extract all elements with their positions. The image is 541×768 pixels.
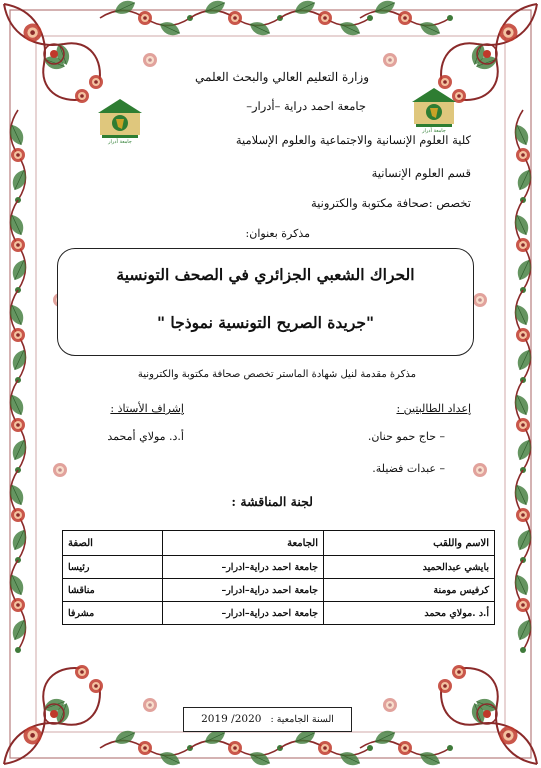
students-label: إعداد الطالبتين : [396, 402, 471, 415]
committee-table [62, 530, 495, 625]
university-name: جامعة احمد دراية –أدرار– [246, 99, 366, 113]
column-header-university: الجامعة [163, 531, 324, 556]
student-name: – عبدات فضيلة. [372, 462, 445, 475]
academic-year-value: 2020/ 2019 [201, 713, 262, 725]
academic-year-box [183, 707, 352, 732]
member-name: كرفيس مومنة [324, 579, 495, 602]
thesis-title-box [57, 248, 474, 356]
logo-caption: جامعة أدرار [108, 139, 132, 145]
table-row [63, 602, 495, 625]
faculty-name: كلية العلوم الإنسانية والاجتماعية والعلوم الإسلامية [235, 133, 471, 147]
ministry-name: وزارة التعليم العالي والبحث العلمي [195, 70, 369, 84]
column-header-name: الاسم واللقب [324, 531, 495, 556]
table-row [63, 556, 495, 579]
supervisor-label: إشراف الأستاذ : [110, 402, 184, 415]
column-header-role: الصفة [63, 531, 163, 556]
committee-heading: لجنة المناقشة : [231, 494, 313, 509]
member-name: أ.د .مولاي محمد [324, 602, 495, 625]
thesis-title-line-2: "جريدة الصريح التونسية نموذجا " [156, 313, 375, 332]
member-role: مناقشا [63, 579, 163, 602]
member-role: رئيسا [63, 556, 163, 579]
member-university: جامعة احمد دراية–ادرار– [163, 579, 324, 602]
member-role: مشرفا [63, 602, 163, 625]
academic-year-label: السنة الجامعية : [270, 714, 334, 725]
member-name: بايشي عبدالحميد [324, 556, 495, 579]
department-name: قسم العلوم الإنسانية [371, 166, 471, 180]
member-university: جامعة احمد دراية–ادرار– [163, 602, 324, 625]
table-header-row [63, 531, 495, 556]
member-university: جامعة احمد دراية–ادرار– [163, 556, 324, 579]
logo-caption: جامعة أدرار [422, 128, 446, 134]
table-row [63, 579, 495, 602]
university-logo-left [94, 93, 146, 151]
memo-label: مذكرة بعنوان: [245, 227, 310, 240]
specialty: تخصص :صحافة مكتوبة والكترونية [311, 196, 471, 210]
student-name: – حاج حمو حنان. [367, 430, 445, 443]
supervisor-name: أ.د. مولاي أمحمد [107, 430, 184, 443]
university-logo-right [408, 82, 460, 140]
degree-note: مذكرة مقدمة لنيل شهادة الماستر تخصص صحافة مكتوبة والكترونية [137, 369, 416, 380]
thesis-title-line-1: الحراك الشعبي الجزائري في الصحف التونسية [116, 265, 415, 284]
